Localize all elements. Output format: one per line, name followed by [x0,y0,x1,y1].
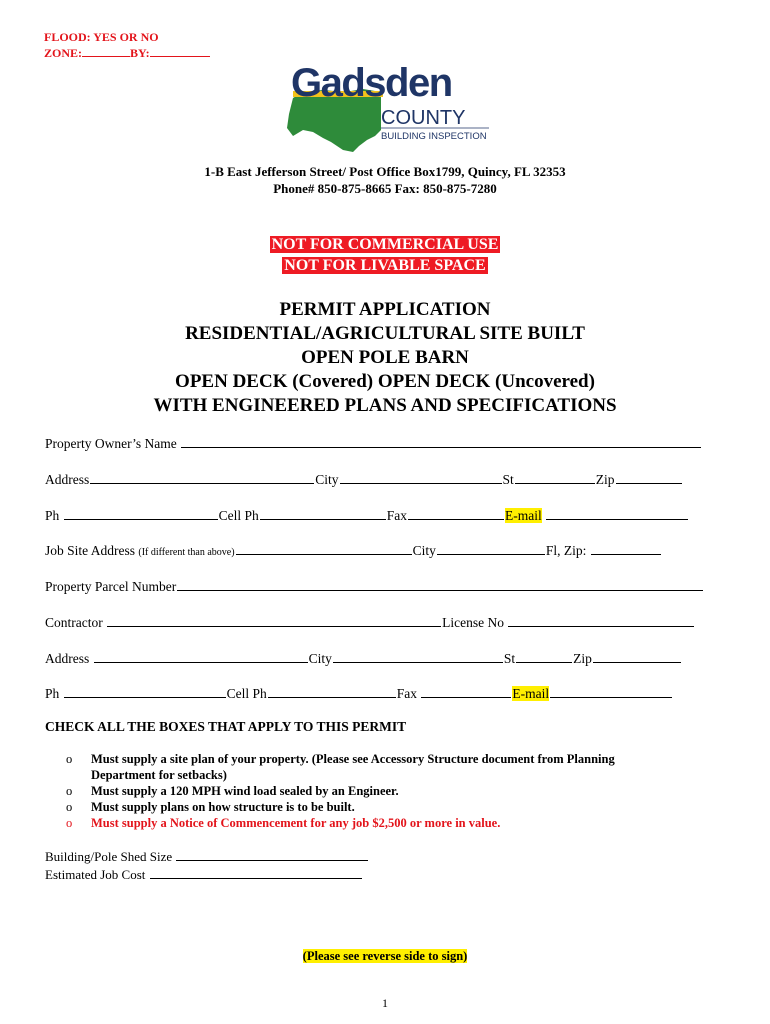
building-size-row: Building/Pole Shed Size [45,848,369,865]
contractor-phone-row: Ph Cell Ph Fax E-mail [45,685,673,702]
job-site-row: Job Site Address (If different than above) City Fl, Zip: [45,542,662,561]
job-cost-field[interactable] [150,866,362,879]
owner-address-row: Address City St Zip [45,471,683,488]
title-line-3: OPEN POLE BARN [301,347,469,368]
owner-name-field[interactable] [181,435,701,448]
contractor-email-field[interactable] [550,685,672,698]
requirements-list [66,751,706,831]
title-line-4: OPEN DECK (Covered) OPEN DECK (Uncovered) [175,371,595,392]
check-heading: CHECK ALL THE BOXES THAT APPLY TO THIS PERMIT [45,719,407,734]
circle-bullet-icon: o [66,800,73,814]
flood-yes-no: FLOOD: YES OR NO [44,30,159,44]
list-item[interactable]: o Must supply a Notice of Commencement for any job $2,500 or more in value. [66,816,501,830]
list-item-continuation: Department for setbacks) [91,768,227,782]
contractor-cell-field[interactable] [268,685,396,698]
office-address: 1-B East Jefferson Street/ Post Office Box1799, Quincy, FL 32353 [204,164,566,179]
list-item[interactable]: o Must supply plans on how structure is to be built. [66,800,355,814]
owner-ph-field[interactable] [64,507,218,520]
circle-bullet-icon: o [66,816,73,830]
owner-st-field[interactable] [515,471,595,484]
parcel-row: Property Parcel Number [45,578,704,595]
parcel-field[interactable] [177,578,703,591]
owner-city-field[interactable] [340,471,502,484]
zone-by-line: ZONE: BY: [44,45,210,61]
owner-address-field[interactable] [90,471,314,484]
warning-commercial: NOT FOR COMMERCIAL USE [271,236,499,253]
by-blank[interactable] [150,45,210,57]
warning-livable: NOT FOR LIVABLE SPACE [284,257,486,274]
contractor-zip-field[interactable] [593,650,681,663]
title-line-1: PERMIT APPLICATION [279,299,491,320]
office-phone: Phone# 850-875-8665 Fax: 850-875-7280 [273,181,497,196]
svg-text:BUILDING INSPECTION: BUILDING INSPECTION [381,131,487,142]
owner-phone-row: Ph Cell Ph Fax E-mail [45,507,689,524]
contractor-address-row: Address City St Zip [45,650,682,667]
list-item[interactable]: o Must supply a 120 MPH wind load sealed by an Engineer. [66,784,399,798]
contractor-row: Contractor License No [45,614,695,631]
circle-bullet-icon: o [66,784,73,798]
owner-name-row: Property Owner’s Name [45,435,702,452]
list-item[interactable]: o Must supply a site plan of your property. (Please see Accessory Structure document from Planning [66,752,615,766]
contractor-address-field[interactable] [94,650,308,663]
building-size-field[interactable] [176,848,368,861]
owner-zip-field[interactable] [616,471,682,484]
license-field[interactable] [508,614,694,627]
contractor-city-field[interactable] [333,650,503,663]
contractor-st-field[interactable] [516,650,572,663]
contractor-fax-field[interactable] [421,685,511,698]
job-city-field[interactable] [437,542,545,555]
reverse-side-note: (Please see reverse side to sign) [302,949,468,963]
owner-fax-field[interactable] [408,507,504,520]
svg-text:COUNTY: COUNTY [381,107,466,129]
job-site-field[interactable] [236,542,412,555]
job-zip-field[interactable] [591,542,661,555]
county-map-icon [283,62,493,154]
title-line-2: RESIDENTIAL/AGRICULTURAL SITE BUILT [185,323,585,344]
gadsden-county-logo [283,62,493,154]
owner-email-field[interactable] [546,507,688,520]
contractor-field[interactable] [107,614,441,627]
job-cost-row: Estimated Job Cost [45,866,363,883]
page-number: 1 [382,996,388,1010]
svg-text:Gadsden: Gadsden [291,62,452,105]
title-line-5: WITH ENGINEERED PLANS AND SPECIFICATIONS [153,395,617,416]
flood-block [44,30,210,61]
circle-bullet-icon: o [66,752,73,766]
zone-blank[interactable] [82,45,130,57]
contractor-ph-field[interactable] [64,685,226,698]
owner-cell-field[interactable] [260,507,386,520]
